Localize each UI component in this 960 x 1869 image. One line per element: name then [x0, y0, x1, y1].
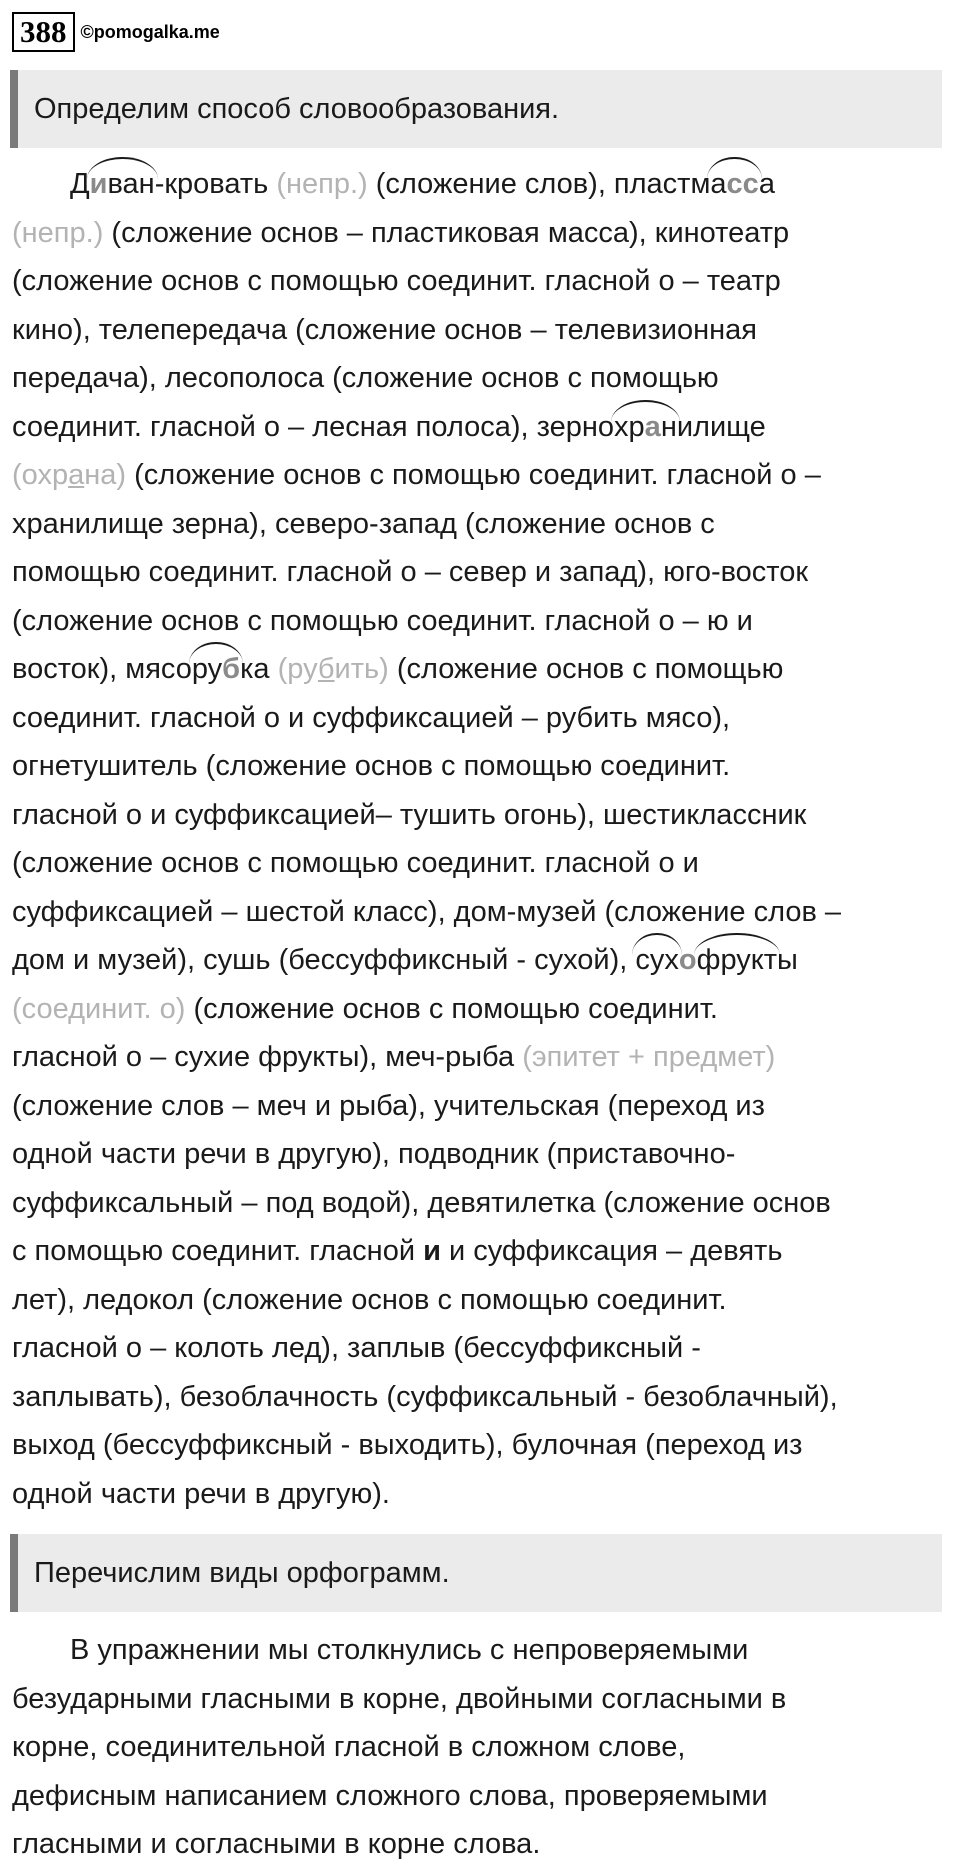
check-word: ить): [334, 653, 389, 685]
exercise-number: 388: [12, 12, 75, 52]
text-fragment: кино), телепередача (сложение основ – телевизионная: [12, 313, 757, 346]
text-fragment: гласной о – сухие фрукты), меч-рыба: [12, 1041, 523, 1073]
text-line: [12, 1276, 952, 1325]
text-fragment: заплывать), безоблачность (суффиксальный - безоблачный),: [12, 1380, 838, 1413]
highlighted-letter: и: [423, 1235, 441, 1267]
text-line: [12, 694, 952, 743]
morpheme-root-arc: [90, 160, 155, 209]
text-line: [12, 597, 952, 646]
text-fragment: помощью соединит. гласной о – север и запад), юго-восток: [12, 556, 809, 588]
text-fragment: передача), лесополоса (сложение основ с помощью: [12, 362, 719, 394]
check-word: (эпитет + предмет): [522, 1041, 776, 1073]
text-line: [12, 209, 952, 258]
text-line: [12, 1373, 952, 1422]
text-fragment: одной части речи в другую), подводник (приставочно-: [12, 1138, 736, 1170]
highlighted-letter: и: [89, 168, 108, 200]
text-fragment: лет), ледокол (сложение основ с помощью соединит.: [12, 1283, 727, 1316]
text-line: безударными гласными в корне, двойными согласными в: [12, 1682, 787, 1715]
paragraph-word-formation: [12, 160, 952, 1518]
text-line: [12, 645, 952, 694]
check-word: (ру: [277, 653, 318, 685]
text-line: [12, 354, 952, 403]
text-fragment: -кровать: [154, 168, 277, 200]
text-fragment: суффиксальный – под водой), девятилетка (сложение основ: [12, 1186, 831, 1219]
section-heading-word-formation: [10, 70, 942, 148]
text-line: [12, 888, 952, 937]
header: [12, 12, 220, 52]
text-line: [12, 936, 952, 985]
text-fragment: восток), мясо: [12, 653, 192, 685]
text-fragment: (сложение основ с помощью соединит. гласной о –: [126, 459, 821, 491]
text-fragment: (сложение основ с помощью: [388, 653, 784, 685]
text-line: [12, 160, 952, 209]
text-fragment: Д: [70, 168, 90, 200]
text-line: [12, 1470, 952, 1519]
text-line: [12, 1179, 952, 1228]
morpheme-root-arc: [192, 645, 240, 694]
text-fragment: н: [660, 410, 677, 443]
text-line: [12, 500, 952, 549]
text-fragment: (сложение основ – пластиковая масса), кинотеатр: [103, 216, 790, 249]
section-heading-orthograms: [10, 1534, 942, 1612]
text-line: [12, 257, 952, 306]
text-line: [12, 548, 952, 597]
check-word: (охр: [12, 459, 69, 491]
text-line: [12, 306, 952, 355]
text-fragment: соединит. гласной о – лесная полоса), зерно: [12, 410, 615, 443]
text-line: [12, 1324, 952, 1373]
check-word: б: [317, 653, 335, 685]
text-line: В упражнении мы столкнулись с непроверяемыми: [70, 1634, 749, 1666]
text-fragment: (сложение основ с помощью соединит. гласной о – театр: [12, 265, 781, 297]
text-fragment: ван: [107, 168, 155, 200]
text-fragment: гласной о и суффиксацией– тушить огонь), шестиклассник: [12, 798, 807, 831]
highlighted-letter: сс: [726, 168, 759, 200]
text-fragment: дом и музей), сушь (бессуффиксный - сухой),: [12, 944, 636, 976]
text-line: [12, 403, 952, 452]
highlighted-letter: о: [678, 944, 697, 976]
text-fragment: ка: [240, 653, 278, 685]
check-word: (непр.): [12, 216, 104, 249]
text-line: [12, 1421, 952, 1470]
paragraph-orthograms: [12, 1626, 952, 1869]
text-fragment: хранилище зерна), северо-запад (сложение основ с: [12, 507, 715, 540]
text-fragment: выход (бессуффиксный - выходить), булочная (переход из: [12, 1429, 803, 1461]
text-fragment: (сложение основ с помощью соединит.: [185, 992, 718, 1025]
check-word: а: [68, 459, 85, 491]
text-fragment: илище: [676, 410, 766, 443]
check-word: на): [84, 459, 127, 491]
text-line: [12, 1227, 952, 1276]
text-line: [12, 1130, 952, 1179]
text-fragment: (сложение слов), пластм: [367, 168, 711, 200]
section-title: Определим способ словообразования.: [34, 92, 560, 125]
text-line: [12, 1033, 952, 1082]
text-line: [12, 985, 952, 1034]
text-fragment: (сложение основ с помощью соединит. гласной о – ю и: [12, 604, 753, 637]
highlighted-letter: а: [644, 410, 661, 443]
text-fragment: соединит. гласной о и суффиксацией – рубить мясо),: [12, 701, 731, 734]
text-fragment: (сложение слов – меч и рыба), учительская (переход из: [12, 1089, 765, 1122]
text-fragment: а: [758, 168, 775, 200]
text-fragment: хр: [614, 410, 645, 443]
text-fragment: огнетушитель (сложение основ с помощью соединит.: [12, 750, 731, 782]
text-line: дефисным написанием сложного слова, проверяемыми: [12, 1779, 768, 1812]
text-line: [12, 839, 952, 888]
text-fragment: и суффиксация – девять: [440, 1235, 783, 1267]
check-word: (соединит. о): [12, 992, 186, 1025]
text-fragment: ы: [777, 944, 798, 976]
text-fragment: (сложение основ с помощью соединит. гласной о и: [12, 847, 699, 879]
morpheme-root-arc: фрукт: [697, 936, 777, 985]
text-fragment: гласной о – колоть лед), заплыв (бессуффиксный -: [12, 1332, 701, 1364]
morpheme-root-arc: [710, 160, 758, 209]
check-word: (непр.): [276, 168, 368, 200]
site-label: ©pomogalka.me: [80, 21, 220, 42]
text-fragment: с помощью соединит. гласной: [12, 1235, 424, 1267]
text-fragment: а: [710, 168, 727, 200]
text-fragment: одной части речи в другую).: [12, 1477, 390, 1510]
text-line: [12, 791, 952, 840]
text-fragment: ру: [191, 653, 223, 685]
text-line: [12, 1082, 952, 1131]
highlighted-letter: б: [222, 653, 241, 685]
morpheme-root-arc: сух: [635, 936, 679, 985]
text-line: корне, соединительной гласной в сложном слове,: [12, 1731, 686, 1763]
text-line: гласными и согласными в корне слова.: [12, 1828, 541, 1860]
morpheme-root-arc: [614, 403, 677, 452]
section-title: Перечислим виды орфограмм.: [34, 1556, 450, 1589]
text-line: [12, 451, 952, 500]
text-line: [12, 742, 952, 791]
text-fragment: суффиксацией – шестой класс), дом-музей (сложение слов –: [12, 895, 842, 928]
